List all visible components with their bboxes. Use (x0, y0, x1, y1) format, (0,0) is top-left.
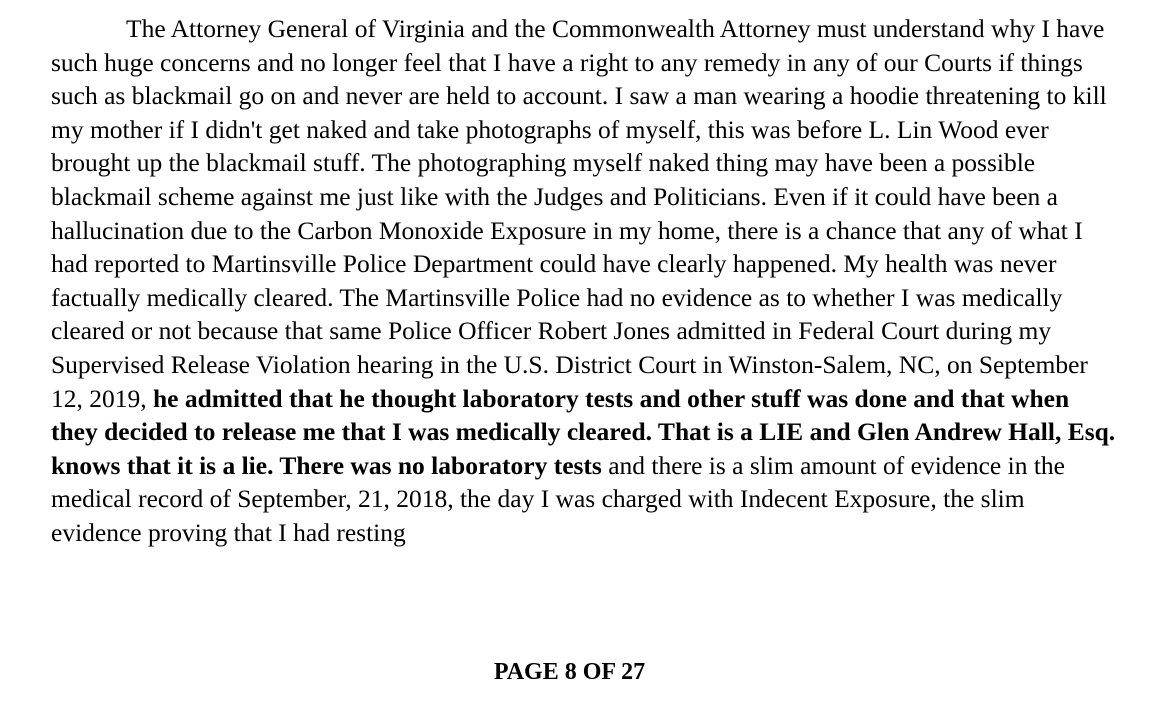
page-number-footer: PAGE 8 OF 27 (493, 659, 646, 685)
paragraph-text-part2: and there is a slim amount of evidence in the medical record of September, 21, 2018, the day I was charged with Indecent Exposure, the slim evidence proving that I had resting (51, 450, 1065, 547)
paragraph-text-bold: he admitted that he thought laboratory tests and other stuff was done and that when they decided to release me that I was medically cleared. That is a LIE and Glen Andrew Hall, Esq. knows that it is a lie. There was no laboratory tests (51, 383, 1116, 480)
body-paragraph (51, 12, 1121, 550)
paragraph-text-part1: The Attorney General of Virginia and the Commonwealth Attorney must understand why I have such huge concerns and no longer feel that I have a right to any remedy in any of our Courts if things such as blackmail go on and never are held to account. I saw a man wearing a hoodie threatening to kill my mother if I didn't get naked and take photographs of myself, this was before L. Lin Wood ever brought up the blackmail stuff. The photographing myself naked thing may have been a possible blackmail scheme against me just like with the Judges and Politicians. Even if it could have been a hallucination due to the Carbon Monoxide Exposure in my home, there is a chance that any of what I had reported to Martinsville Police Department could have clearly happened. My health was never factually medically cleared. The Martinsville Police had no evidence as to whether I was medically cleared or not because that same Police Officer Robert Jones admitted in Federal Court during my Supervised Release Violation hearing in the U.S. District Court in Winston-Salem, NC, on September 12, 2019, (51, 14, 1107, 413)
